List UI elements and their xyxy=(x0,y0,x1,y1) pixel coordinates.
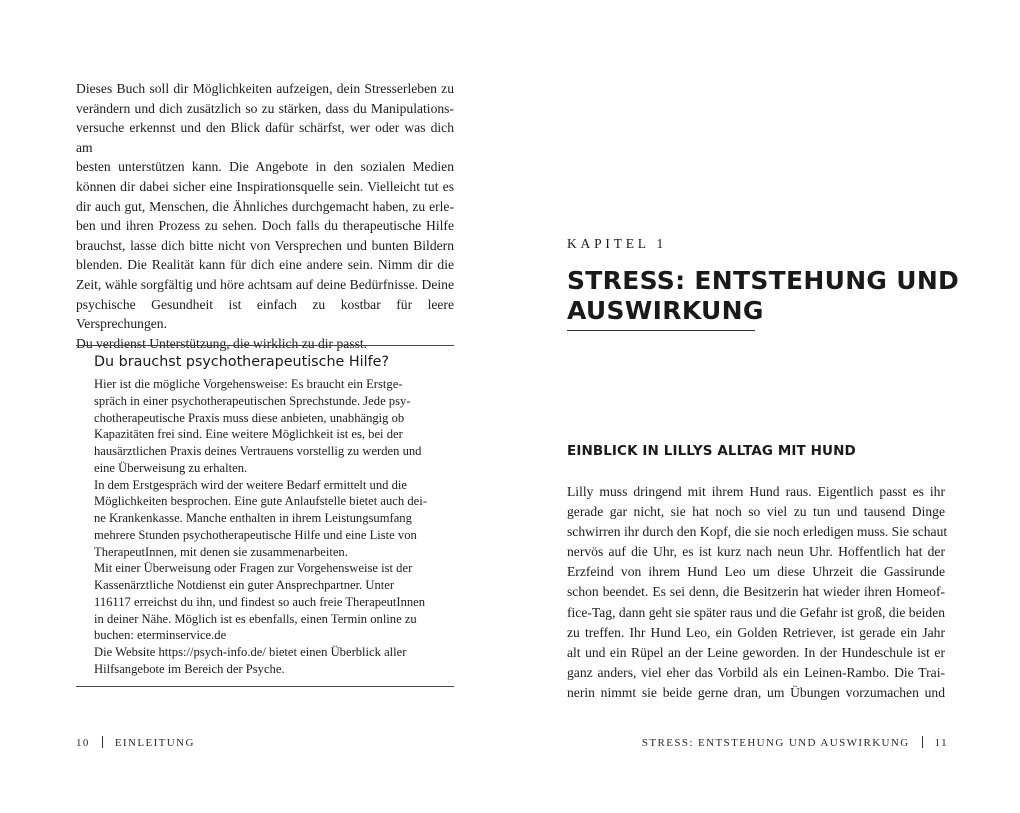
box-line: eine Überweisung zu erhalten. xyxy=(94,460,248,475)
story-line: Lilly muss dringend mit ihrem Hund raus. Eigentlich passt es ihr xyxy=(567,484,945,499)
body-line: besten unterstützen kann. Die Angebote in den sozialen Medien xyxy=(76,159,454,175)
box-line: spräch in einer psychotherapeutischen Sprechstunde. Jede psy- xyxy=(94,393,411,408)
section-heading: EINBLICK IN LILLYS ALLTAG MIT HUND xyxy=(567,443,856,459)
body-line: blenden. Die Realität kann für dich eine andere sein. Nimm dir die xyxy=(76,257,454,273)
box-line: mehrere Stunden psychotherapeutische Hilfe und eine Liste von xyxy=(94,527,417,542)
page-number: 10 xyxy=(76,737,90,749)
story-paragraph xyxy=(567,482,948,703)
body-line: psychische Gesundheit ist einfach zu kostbar für leere Versprechungen. xyxy=(76,296,454,332)
body-line: verändern und dich zusätzlich so zu stärken, dass du Manipulations- xyxy=(76,100,454,116)
box-line: Kapazitäten frei sind. Eine weitere Möglichkeit ist es, bei der xyxy=(94,427,403,442)
story-line: fice-Tag, dann geht sie später raus und die Gefahr ist groß, die beiden xyxy=(567,604,946,620)
story-line: Erzfeind von ihrem Hund Leo um diese Uhrzeit die Gassirunde xyxy=(567,564,945,580)
box-line: buchen: eterminservice.de xyxy=(94,628,227,643)
story-line: nervös auf die Uhr, es ist kurz nach neun Uhr. Hoffentlich hat der xyxy=(567,544,945,560)
box-line: Die Website https://psych-info.de/ bietet einen Überblick aller xyxy=(94,645,407,659)
running-head: STRESS: ENTSTEHUNG UND AUSWIRKUNG xyxy=(641,737,910,749)
body-line: brauchst, lasse dich bitte nicht von Versprechen und bunten Bildern xyxy=(76,237,454,253)
body-line: versuche erkennst und den Blick dafür schärfst, wer oder was dich am xyxy=(76,120,454,155)
body-line: Du verdienst Unterstützung, die wirklich zu dir passt. xyxy=(76,335,368,351)
box-line: Mit einer Überweisung oder Fragen zur Vorgehensweise ist der xyxy=(94,561,413,576)
box-line: 116117 erreichst du ihn, und findest so auch freie TherapeutInnen xyxy=(94,594,426,609)
info-box-text xyxy=(94,376,436,678)
box-line: Möglichkeiten besprochen. Eine gute Anlaufstelle bietet auch dei- xyxy=(94,494,427,509)
info-box-title: Du brauchst psychotherapeutische Hilfe? xyxy=(94,354,389,370)
folio-divider xyxy=(102,736,103,748)
story-line: nerin nimmt sie beide gerne dran, um Übungen vorzumachen und xyxy=(567,684,945,700)
info-box xyxy=(76,345,454,687)
box-line: Hilfsangebote im Bereich der Psyche. xyxy=(94,661,285,676)
story-line: alt und ein Rüpel an der Leine geworden. In der Hundeschule ist er xyxy=(567,644,945,660)
story-line: gerade gar nicht, sie hat noch so viel zu tun und tausend Dinge xyxy=(567,504,945,520)
folio-divider xyxy=(922,736,923,748)
chapter-title xyxy=(567,266,967,326)
page-number: 11 xyxy=(934,737,948,749)
box-line: chotherapeutische Praxis muss diese anbieten, unabhängig ob xyxy=(94,410,405,425)
running-head: EINLEITUNG xyxy=(114,737,195,749)
box-line: hausärztlichen Praxis deines Vertrauens vorstellig zu werden und xyxy=(94,444,422,458)
body-line: ben und ihren Prozess zu sehen. Doch falls du therapeutische Hilfe xyxy=(76,218,454,234)
body-line: können dir dabei sicher eine Inspirationsquelle sein. Vielleicht tut es xyxy=(76,178,454,194)
chapter-label: KAPITEL 1 xyxy=(567,236,668,251)
box-line: in deiner Nähe. Möglich ist es ebenfalls, einen Termin online zu xyxy=(94,611,417,626)
box-line: In dem Erstgespräch wird der weitere Bedarf ermittelt und die xyxy=(94,477,407,492)
story-line: zu treffen. Ihr Hund Leo, ein Golden Retriever, ist gerade ein Jahr xyxy=(567,624,945,640)
chapter-title-line: STRESS: ENTSTEHUNG UND xyxy=(567,266,960,295)
left-folio xyxy=(76,736,195,749)
story-line: schon beendet. Es sei denn, die Besitzerin hat wieder ihren Homeof- xyxy=(567,584,945,600)
body-line: Dieses Buch soll dir Möglichkeiten aufzeigen, dein Stresserleben zu xyxy=(76,81,454,96)
box-line: Kassenärztliche Notdienst ein guter Ansprechpartner. Unter xyxy=(94,578,395,592)
body-line: Zeit, wähle sorgfältig und höre achtsam auf deine Bedürfnisse. Deine xyxy=(76,276,454,292)
story-line: schwirren ihr durch den Kopf, die sie noch erledigen muss. Sie schaut xyxy=(567,524,948,540)
box-line: ne Krankenkasse. Manche enthalten in ihrem Leistungsumfang xyxy=(94,511,412,525)
chapter-title-line: AUSWIRKUNG xyxy=(567,296,764,325)
box-line: TherapeutInnen, mit denen sie zusammenarbeiten. xyxy=(94,544,348,559)
intro-paragraph xyxy=(76,79,454,353)
title-underline xyxy=(567,330,755,331)
right-page xyxy=(510,0,1020,813)
right-folio xyxy=(642,736,948,749)
story-line: ganz anders, viel eher das Vorbild als ein Leinen-Rambo. Die Trai- xyxy=(567,664,945,680)
body-line: dir auch gut, Menschen, die Ähnliches durchgemacht haben, zu erle- xyxy=(76,198,454,214)
box-line: Hier ist die mögliche Vorgehensweise: Es braucht ein Erstge- xyxy=(94,377,403,391)
